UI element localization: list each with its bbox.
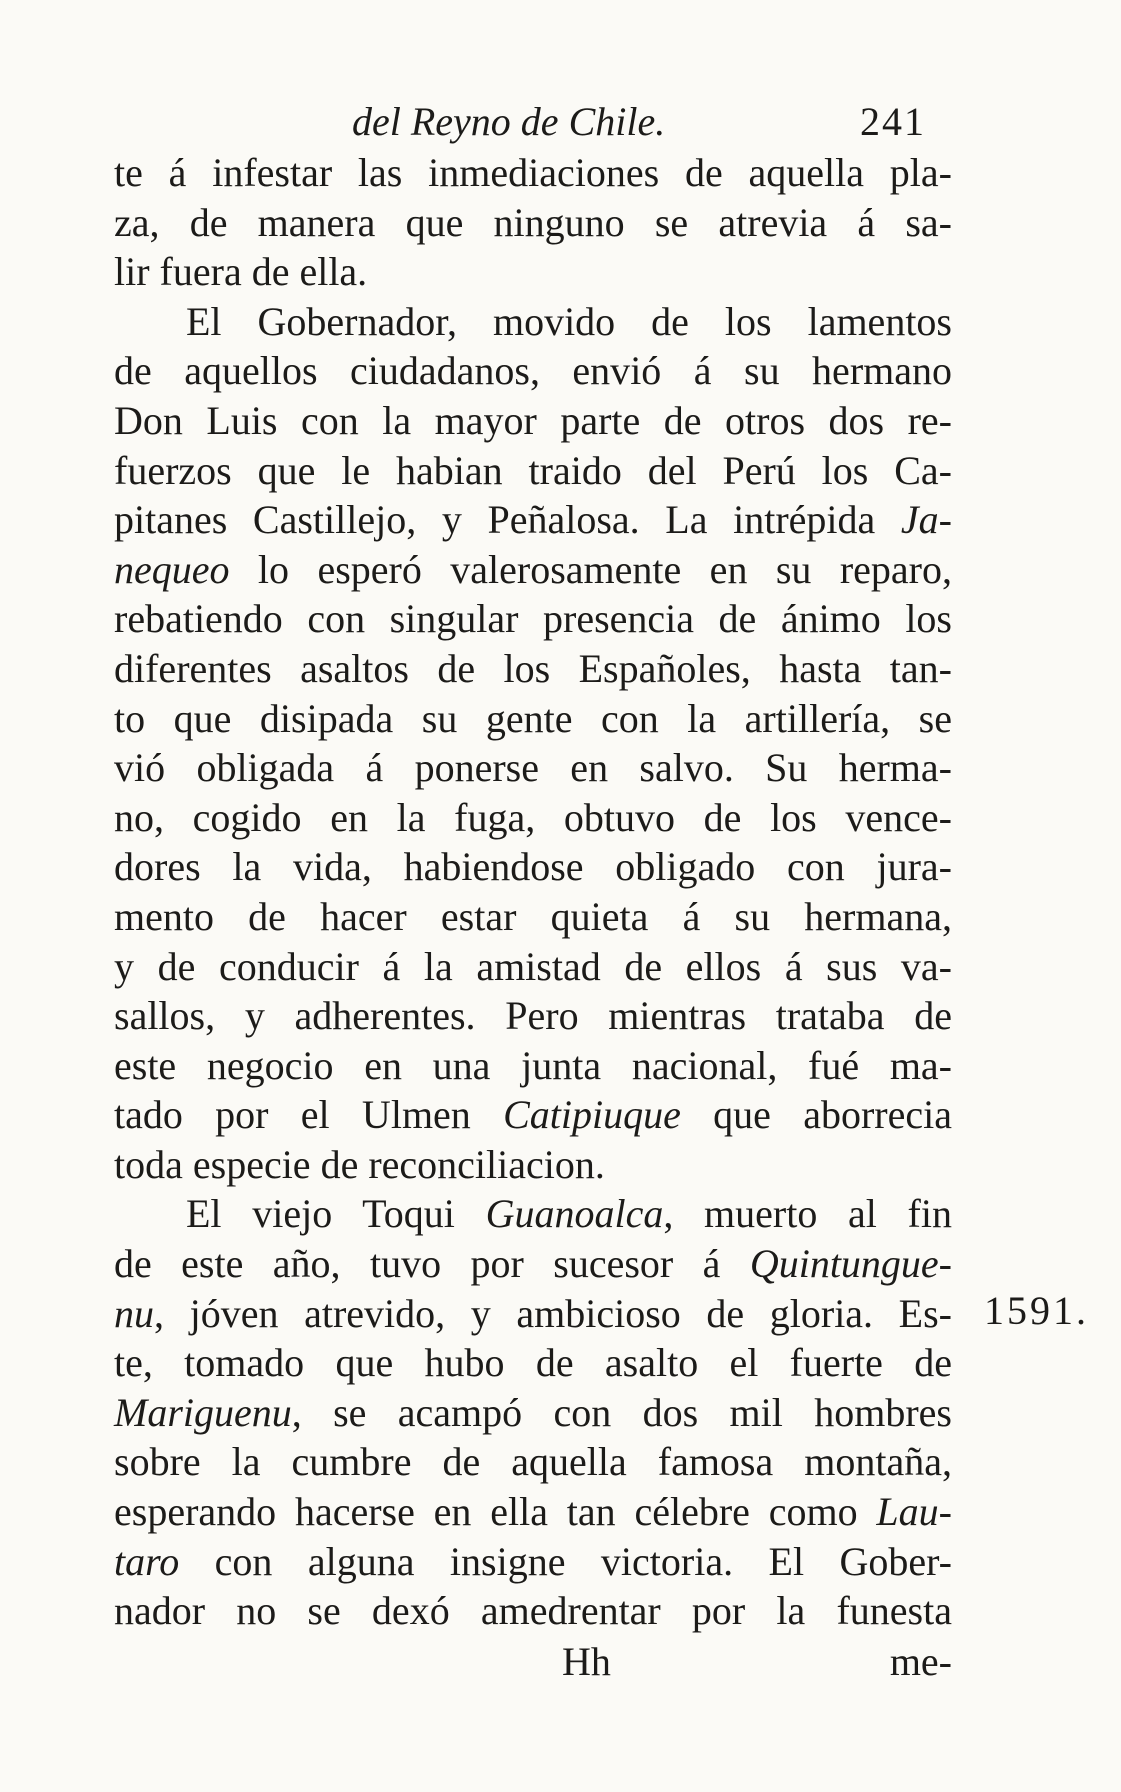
text-line xyxy=(114,297,952,347)
text-line xyxy=(114,148,952,198)
text-line xyxy=(114,942,952,992)
text-segment: sallos, y adherentes. Pero mientras trataba de xyxy=(114,993,952,1039)
text-segment: toda especie de reconciliacion. xyxy=(114,1141,605,1187)
text-segment: de este año, tuvo por sucesor á xyxy=(114,1241,750,1287)
text-segment: rebatiendo con singular presencia de ánimo los xyxy=(114,596,952,642)
text-line xyxy=(114,1437,952,1487)
text-segment: mento de hacer estar quieta á su hermana, xyxy=(114,893,952,939)
text-line xyxy=(114,743,952,793)
page-header xyxy=(114,96,926,148)
text-segment: te, tomado que hubo de asalto el fuerte de xyxy=(114,1340,952,1386)
text-line xyxy=(114,1487,952,1537)
text-line xyxy=(114,793,952,843)
text-segment: con alguna insigne victoria. El Gober- xyxy=(179,1538,952,1584)
text-segment: , jóven atrevido, y ambicioso de gloria. Es- xyxy=(154,1290,952,1336)
text-segment: , se acampó con dos mil hombres xyxy=(291,1389,952,1435)
text-segment: esperando hacerse en ella tan célebre como xyxy=(114,1489,877,1535)
running-title: del Reyno de Chile. xyxy=(352,99,666,144)
text-segment: El viejo Toqui xyxy=(186,1191,486,1237)
text-line xyxy=(114,1090,952,1140)
text-line xyxy=(114,892,952,942)
text-line xyxy=(114,1239,952,1289)
text-segment: nador no se dexó amedrentar por la funesta xyxy=(114,1588,952,1634)
text-segment: lo esperó valerosamente en su reparo, xyxy=(229,546,952,592)
italic-name: Catipiuque xyxy=(503,1092,681,1138)
text-segment: , muerto al fin xyxy=(663,1191,952,1237)
text-line xyxy=(114,396,952,446)
page-footer xyxy=(114,1636,952,1688)
text-segment: vió obligada á ponerse en salvo. Su herma- xyxy=(114,745,952,791)
italic-name: Ja- xyxy=(900,497,952,543)
text-segment: y de conducir á la amistad de ellos á sus va- xyxy=(114,943,952,989)
italic-name: Quintungue- xyxy=(749,1241,952,1287)
page-number: 241 xyxy=(860,99,926,144)
text-segment: este negocio en una junta nacional, fué ma- xyxy=(114,1042,952,1088)
text-segment: que aborrecia xyxy=(680,1092,953,1138)
text-line xyxy=(114,594,952,644)
text-line xyxy=(114,1041,952,1091)
text-segment: pitanes Castillejo, y Peñalosa. La intrépida xyxy=(114,497,901,543)
italic-name: Mariguenu xyxy=(114,1389,292,1435)
text-segment: sobre la cumbre de aquella famosa montaña, xyxy=(114,1439,952,1485)
text-segment: dores la vida, habiendose obligado con jura- xyxy=(114,844,952,890)
text-segment: za, de manera que ninguno se atrevia á sa- xyxy=(114,199,952,245)
text-line xyxy=(114,1388,952,1438)
italic-name: nu xyxy=(114,1290,154,1336)
text-segment: Don Luis con la mayor parte de otros dos re- xyxy=(114,397,952,443)
signature-mark: Hh xyxy=(562,1639,611,1684)
text-line xyxy=(114,842,952,892)
text-line xyxy=(114,198,952,248)
text-line xyxy=(114,247,952,297)
text-line xyxy=(114,1289,952,1339)
text-segment: El Gobernador, movido de los lamentos xyxy=(186,298,952,344)
text-segment: te á infestar las inmediaciones de aquella pla- xyxy=(114,150,952,195)
text-line xyxy=(114,1338,952,1388)
catchword: me- xyxy=(889,1639,952,1684)
text-line xyxy=(114,694,952,744)
italic-name: nequeo xyxy=(114,546,230,592)
text-line xyxy=(114,1537,952,1587)
text-segment: fuerzos que le habian traido del Perú los Ca- xyxy=(114,447,952,493)
text-line xyxy=(114,644,952,694)
text-segment: lir fuera de ella. xyxy=(114,249,368,295)
italic-name: taro xyxy=(114,1538,180,1584)
text-segment: no, cogido en la fuga, obtuvo de los vence- xyxy=(114,794,952,840)
text-line xyxy=(114,346,952,396)
text-line xyxy=(114,1586,952,1636)
text-line xyxy=(114,1189,952,1239)
margin-year-note: 1591. xyxy=(984,1288,1089,1333)
italic-name: Guanoalca xyxy=(485,1191,664,1237)
text-line xyxy=(114,991,952,1041)
italic-name: Lau- xyxy=(876,1489,952,1535)
text-segment: to que disipada su gente con la artillería, se xyxy=(114,695,952,741)
text-line xyxy=(114,545,952,595)
text-line xyxy=(114,446,952,496)
text-segment: diferentes asaltos de los Españoles, hasta tan- xyxy=(114,645,952,691)
text-segment: tado por el Ulmen xyxy=(114,1092,504,1138)
body-text xyxy=(114,148,952,1636)
text-segment: de aquellos ciudadanos, envió á su hermano xyxy=(114,348,952,394)
text-line xyxy=(114,495,952,545)
text-line xyxy=(114,1140,952,1190)
